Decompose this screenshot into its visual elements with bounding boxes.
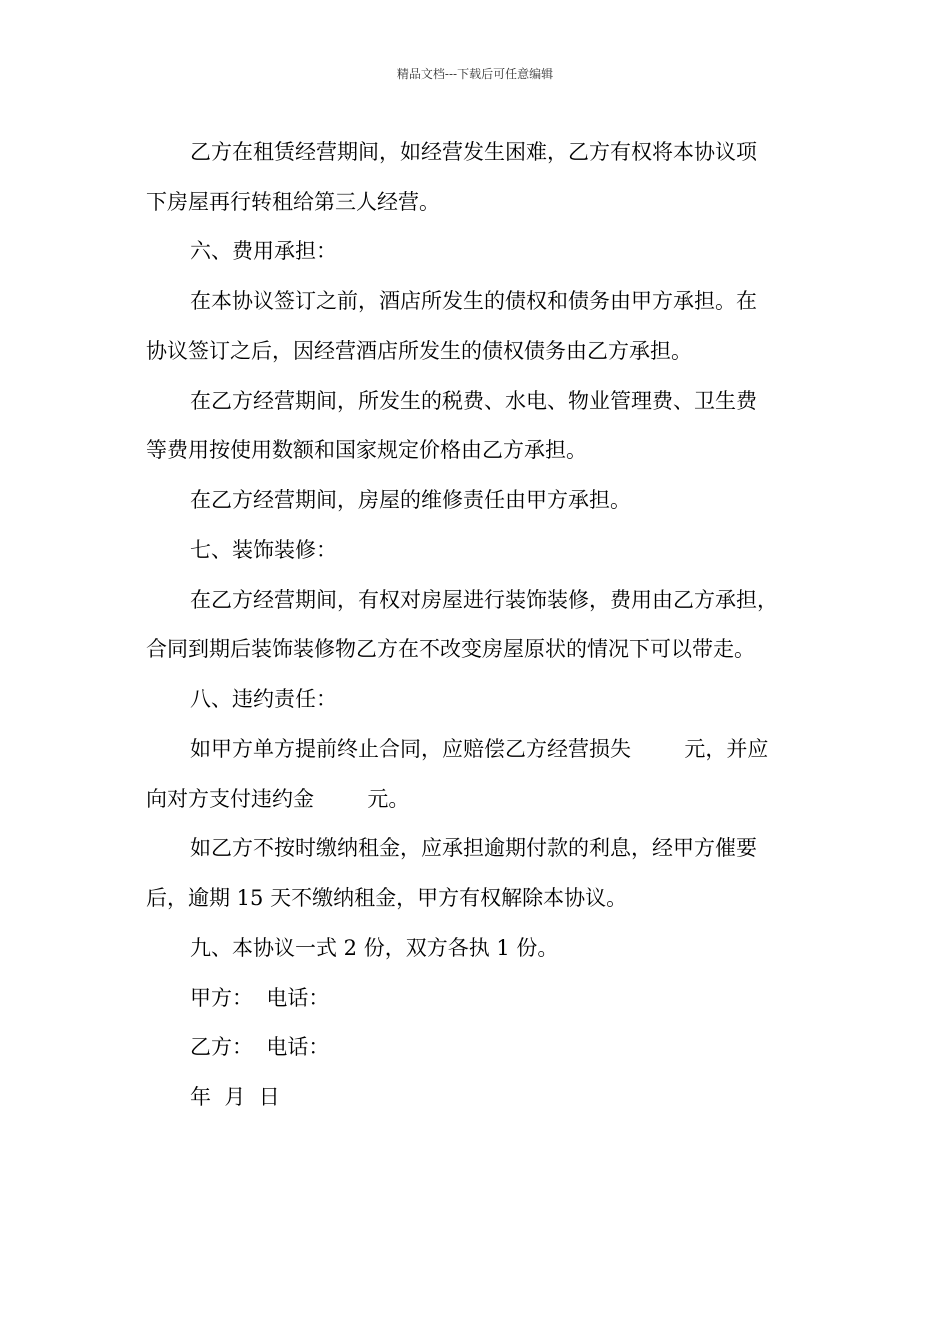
paragraph-line: 乙方在租赁经营期间，如经营发生困难，乙方有权将本协议项 xyxy=(190,140,757,164)
paragraph-line: 在本协议签订之前，酒店所发生的债权和债务由甲方承担。在 xyxy=(190,289,757,313)
paragraph-line: 向对方支付违约金 元。 xyxy=(146,787,410,811)
date-line: 年 月 日 xyxy=(190,1085,280,1109)
paragraph-line: 合同到期后装饰装修物乙方在不改变房屋原状的情况下可以带走。 xyxy=(146,637,755,661)
paragraph-line: 在乙方经营期间，所发生的税费、水电、物业管理费、卫生费 xyxy=(190,389,757,413)
page-header: 精品文档---下载后可任意编辑 xyxy=(396,67,554,81)
paragraph-line: 等费用按使用数额和国家规定价格由乙方承担。 xyxy=(146,438,587,462)
section-heading-8: 八、违约责任： xyxy=(190,687,337,711)
paragraph-line: 在乙方经营期间，房屋的维修责任由甲方承担。 xyxy=(190,488,631,512)
party-b-signature-line: 乙方： 电话： xyxy=(190,1035,330,1059)
section-heading-7: 七、装饰装修： xyxy=(190,538,337,562)
paragraph-line: 后，逾期 15 天不缴纳租金，甲方有权解除本协议。 xyxy=(146,886,628,910)
paragraph-line: 协议签订之后，因经营酒店所发生的债权债务由乙方承担。 xyxy=(146,339,692,363)
party-a-signature-line: 甲方： 电话： xyxy=(190,986,330,1010)
section-heading-9: 九、本协议一式 2 份，双方各执 1 份。 xyxy=(190,936,559,960)
paragraph-line: 在乙方经营期间，有权对房屋进行装饰装修，费用由乙方承担， xyxy=(190,588,778,612)
paragraph-line: 下房屋再行转租给第三人经营。 xyxy=(146,190,440,214)
paragraph-line: 如乙方不按时缴纳租金，应承担逾期付款的利息，经甲方催要 xyxy=(190,836,757,860)
paragraph-line: 如甲方单方提前终止合同，应赔偿乙方经营损失 元，并应 xyxy=(190,737,769,761)
section-heading-6: 六、费用承担： xyxy=(190,239,337,263)
